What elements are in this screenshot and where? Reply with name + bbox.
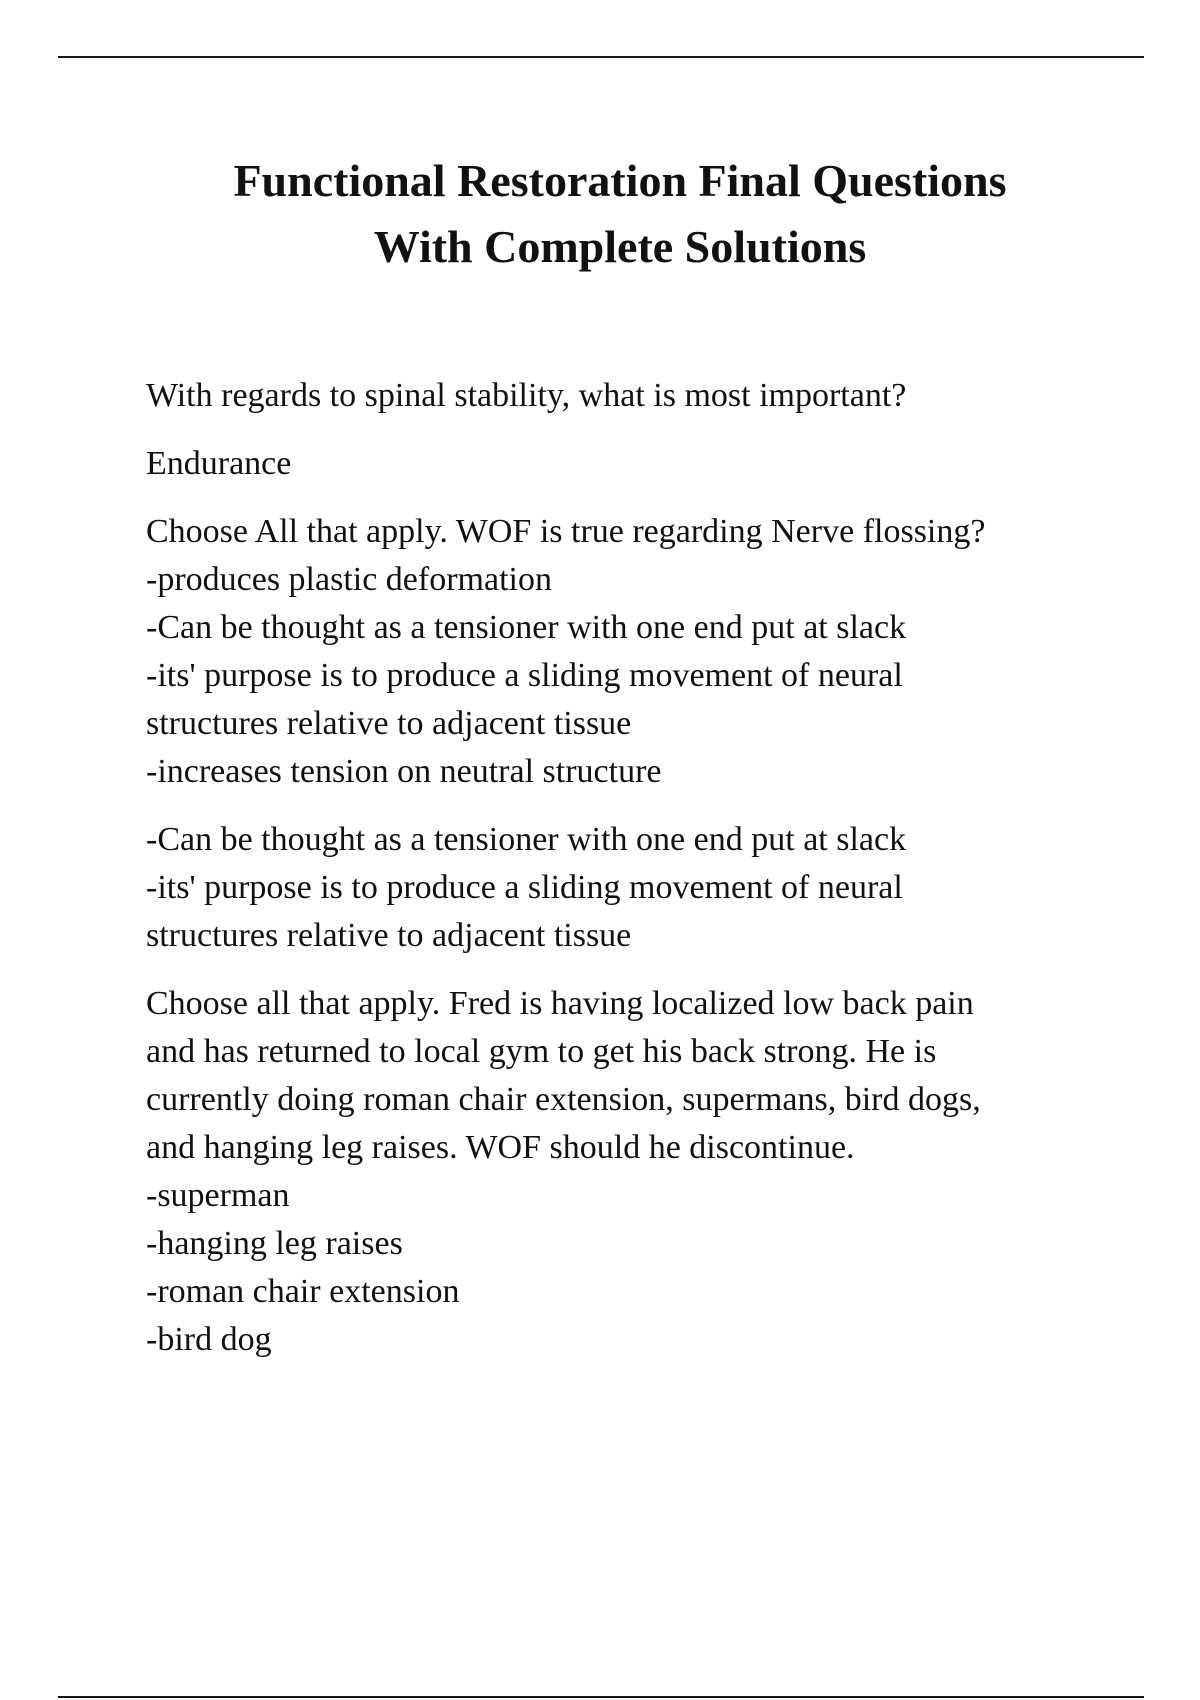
question-text: Choose all that apply. Fred is having localized low back pain xyxy=(146,985,974,1022)
option-line: -roman chair extension xyxy=(146,1273,460,1310)
option-line: -produces plastic deformation xyxy=(146,561,552,598)
option-line: -hanging leg raises xyxy=(146,1225,403,1262)
option-line: -superman xyxy=(146,1177,290,1214)
answer-text: Endurance xyxy=(146,445,292,482)
document-title xyxy=(60,148,1180,280)
question-1 xyxy=(146,372,1106,420)
top-rule xyxy=(58,56,1144,58)
answer-line: structures relative to adjacent tissue xyxy=(146,917,632,954)
title-line-2: With Complete Solutions xyxy=(373,221,867,272)
question-text: currently doing roman chair extension, supermans, bird dogs, xyxy=(146,1081,981,1118)
answer-line: -its' purpose is to produce a sliding movement of neural xyxy=(146,869,903,906)
bottom-rule xyxy=(58,1696,1144,1698)
option-line: -increases tension on neutral structure xyxy=(146,753,662,790)
question-text: Choose All that apply. WOF is true regarding Nerve flossing? xyxy=(146,513,986,550)
question-text: With regards to spinal stability, what is most important? xyxy=(146,377,907,414)
option-line: structures relative to adjacent tissue xyxy=(146,705,632,742)
option-line: -Can be thought as a tensioner with one end put at slack xyxy=(146,609,907,646)
question-3 xyxy=(146,980,1106,1364)
answer-1 xyxy=(146,440,1106,488)
option-line: -bird dog xyxy=(146,1321,272,1358)
option-line: -its' purpose is to produce a sliding movement of neural xyxy=(146,657,903,694)
answer-2 xyxy=(146,816,1106,960)
question-text: and hanging leg raises. WOF should he discontinue. xyxy=(146,1129,855,1166)
title-line-1: Functional Restoration Final Questions xyxy=(233,155,1007,206)
document-body xyxy=(146,372,1106,1384)
question-2 xyxy=(146,508,1106,796)
answer-line: -Can be thought as a tensioner with one end put at slack xyxy=(146,821,907,858)
question-text: and has returned to local gym to get his back strong. He is xyxy=(146,1033,937,1070)
